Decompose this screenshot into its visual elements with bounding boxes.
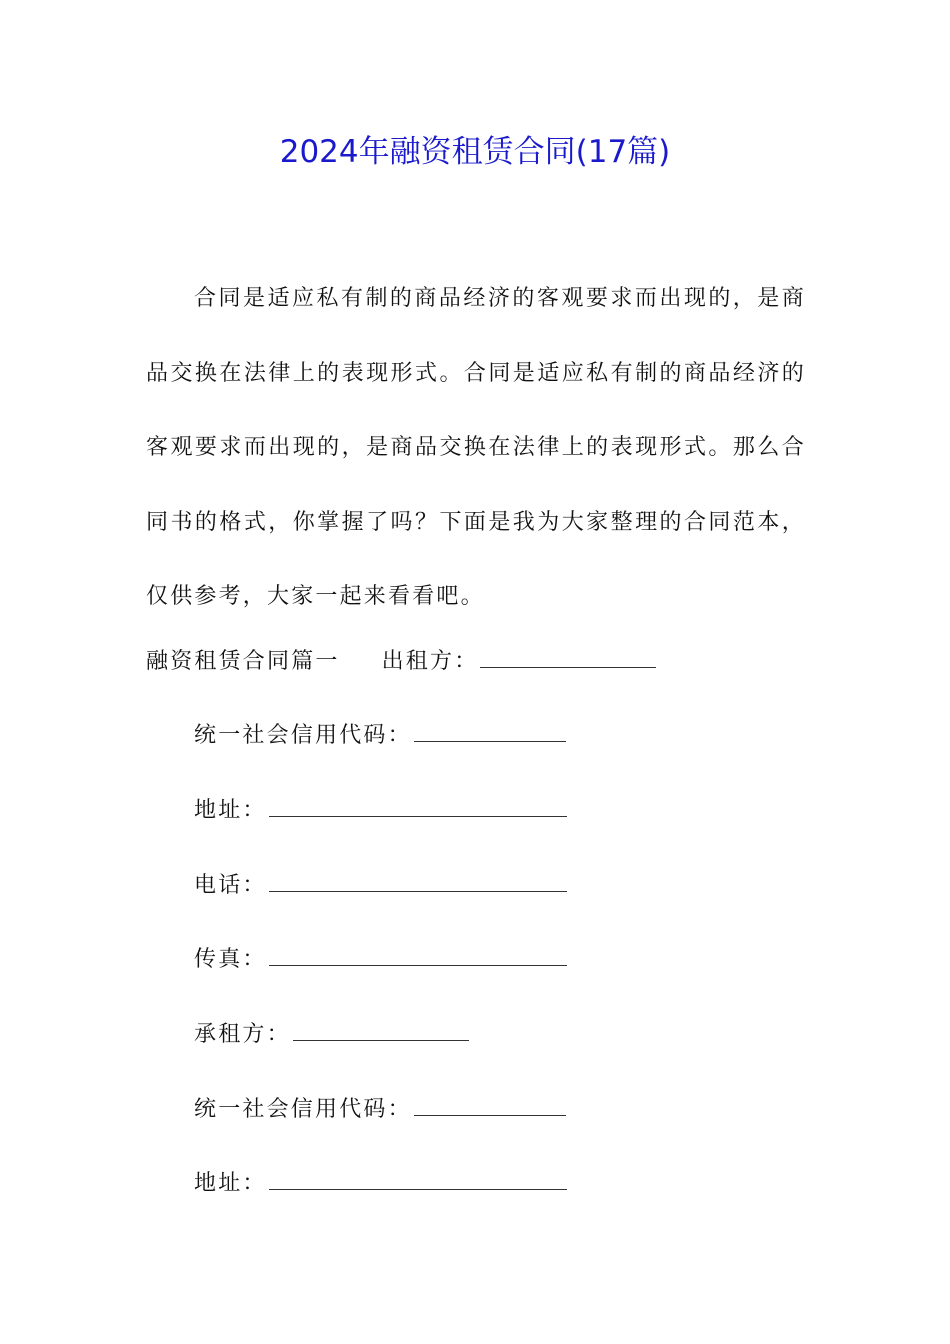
section-heading: 融资租赁合同篇一 bbox=[146, 649, 340, 674]
field-row bbox=[194, 869, 567, 901]
field-blank bbox=[269, 869, 567, 892]
field-blank bbox=[269, 794, 567, 817]
intro-paragraph: 合同是适应私有制的商品经济的客观要求而出现的，是商品交换在法律上的表现形式。合同是适应私有制的商品经济的客观要求而出现的，是商品交换在法律上的表现形式。那么合同书的格式，你掌握了吗？下面是我为大家整理的合同范本，仅供参考，大家一起来看看吧。 bbox=[146, 286, 806, 609]
field-label: 地址： bbox=[194, 798, 267, 823]
lessor-blank bbox=[480, 645, 656, 668]
field-label: 统一社会信用代码： bbox=[194, 1097, 412, 1122]
field-label: 电话： bbox=[194, 873, 267, 898]
field-row bbox=[194, 1167, 567, 1199]
field-row bbox=[194, 794, 567, 826]
field-blank bbox=[293, 1018, 469, 1041]
field-row bbox=[194, 1093, 566, 1125]
field-label: 统一社会信用代码： bbox=[194, 723, 412, 748]
lessor-label: 出租方： bbox=[381, 649, 479, 674]
field-blank bbox=[269, 943, 567, 966]
document-title: 2024年融资租赁合同(17篇) bbox=[279, 134, 671, 170]
field-row bbox=[194, 943, 567, 975]
field-blank bbox=[269, 1167, 567, 1190]
field-label: 地址： bbox=[194, 1171, 267, 1196]
field-blank bbox=[414, 719, 566, 742]
field-label: 承租方： bbox=[194, 1022, 291, 1047]
field-row bbox=[194, 719, 566, 751]
field-blank bbox=[414, 1093, 566, 1116]
field-row bbox=[194, 1018, 469, 1050]
section-heading-line bbox=[146, 645, 656, 677]
field-label: 传真： bbox=[194, 947, 267, 972]
